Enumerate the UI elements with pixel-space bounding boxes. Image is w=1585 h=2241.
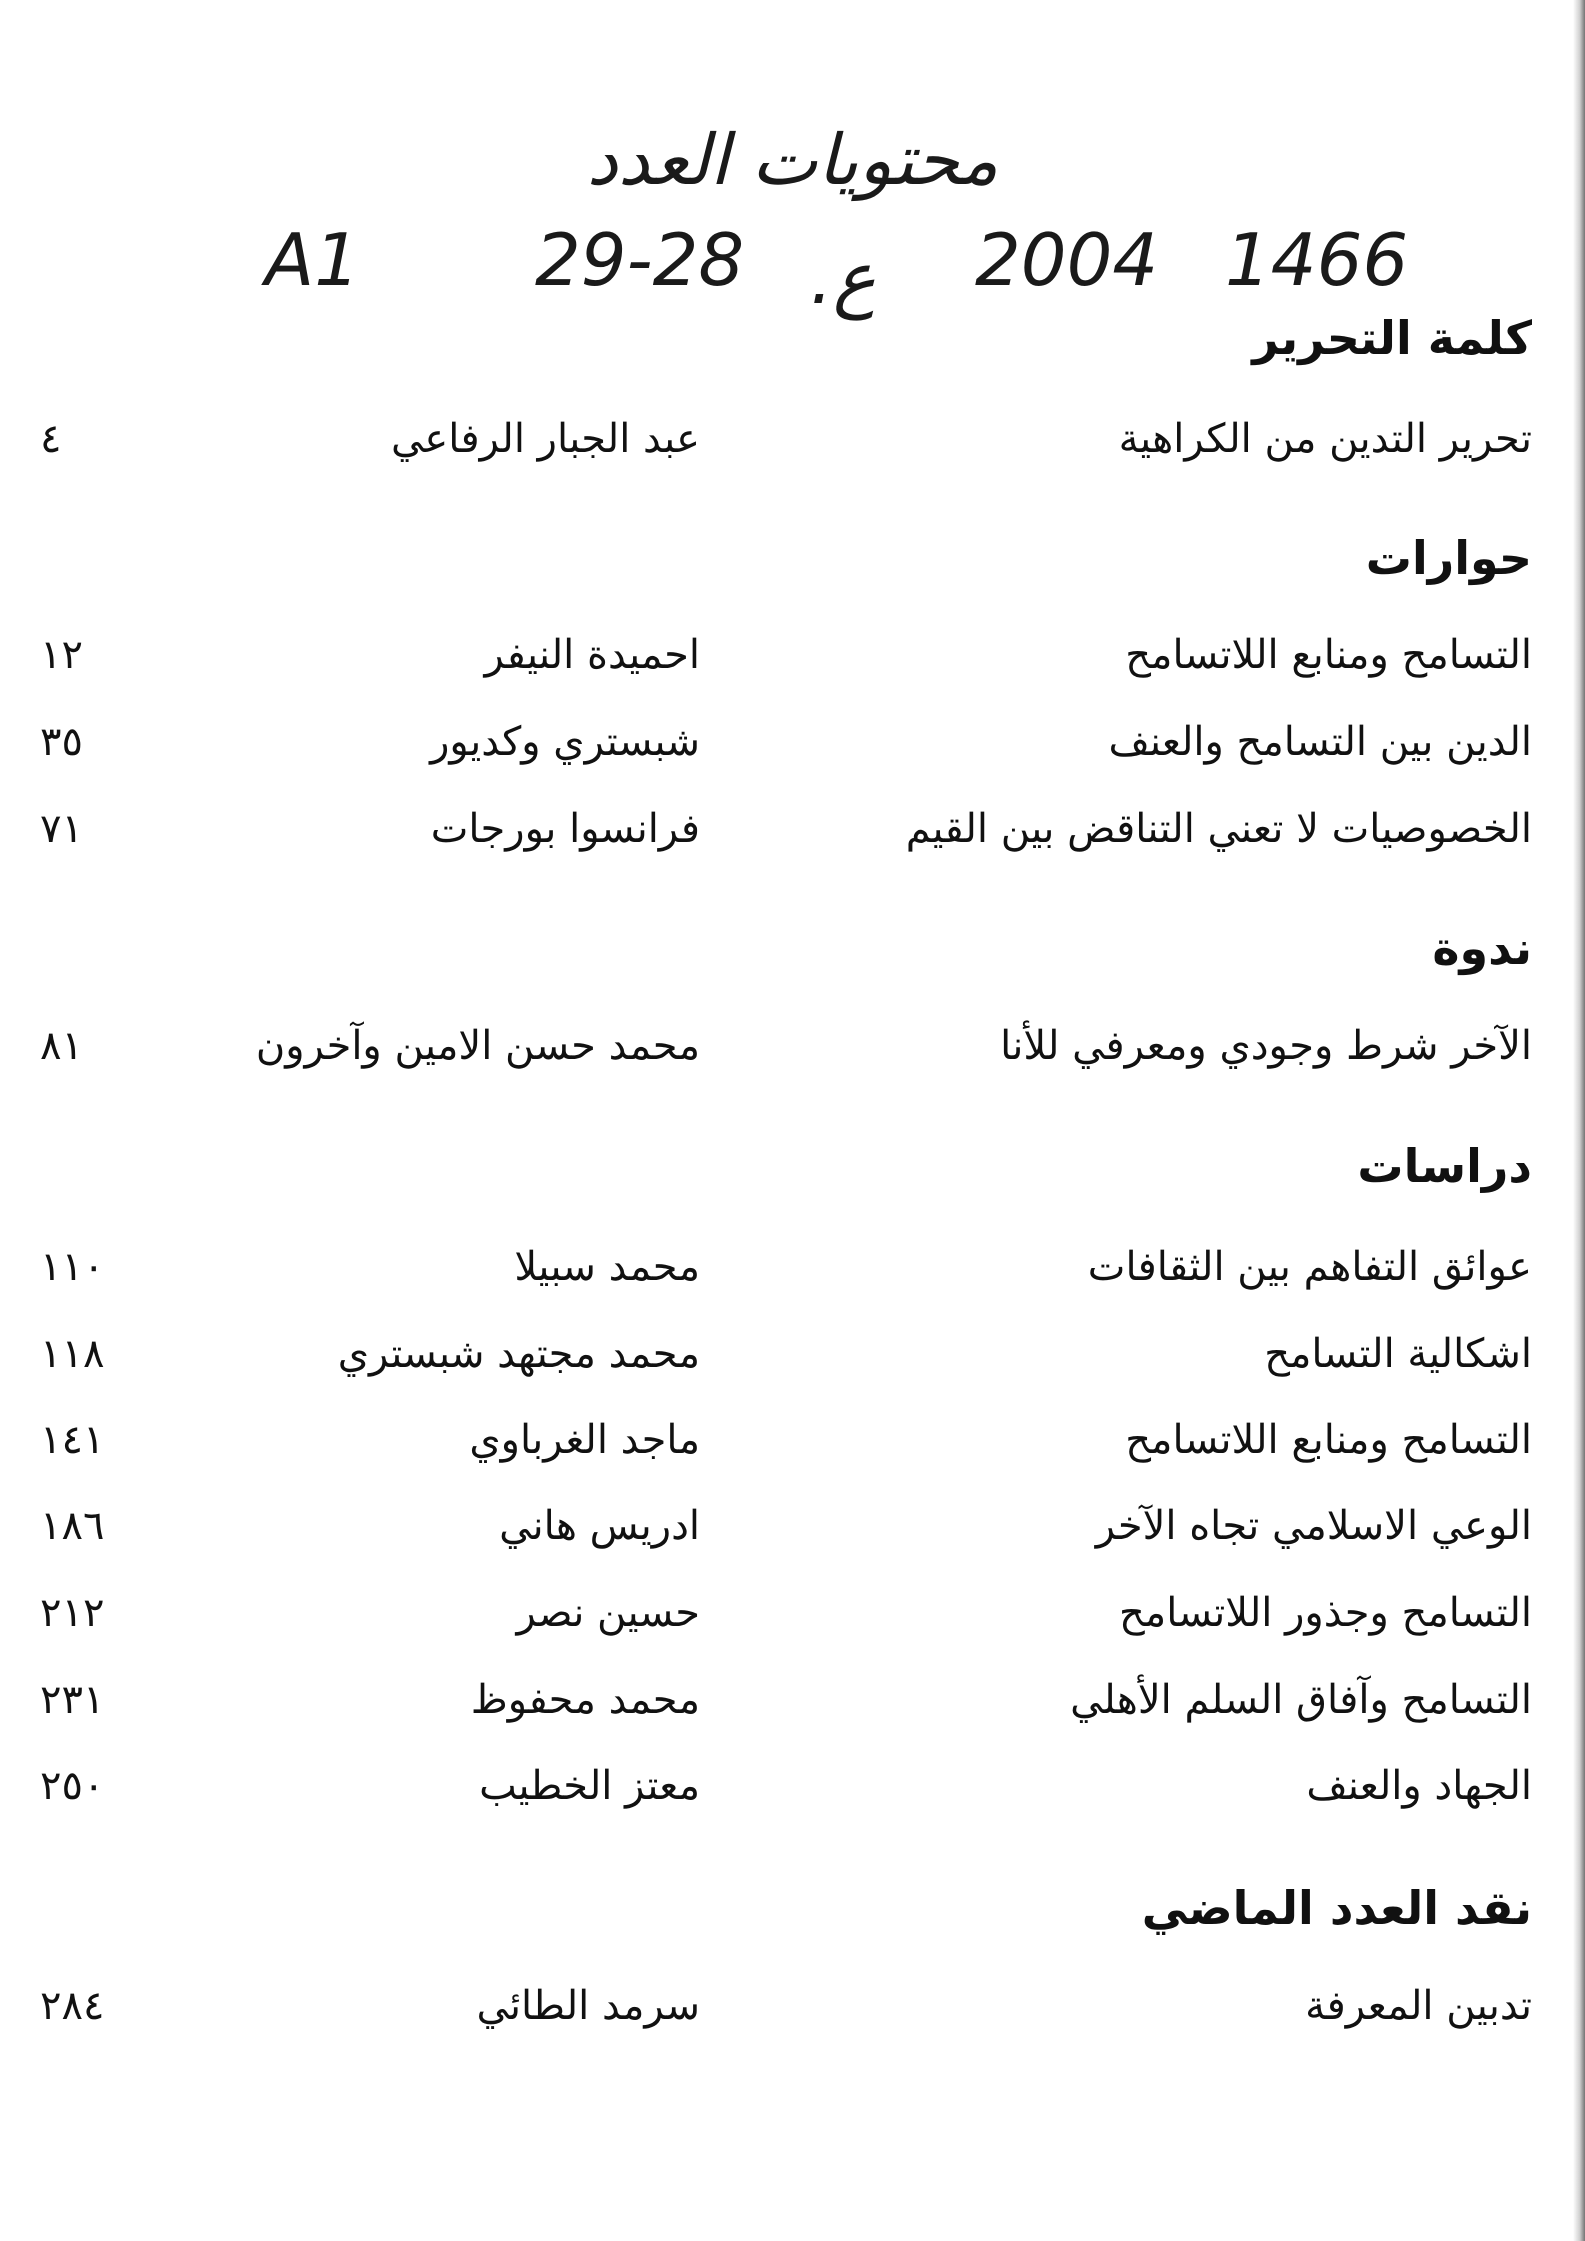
entry-page-number: ١٤١: [40, 1417, 105, 1463]
entry-page-number: ٨١: [40, 1023, 83, 1069]
entry-author: محمد حسن الامين وآخرون: [255, 1023, 700, 1069]
entry-author: شبستري وكديور: [430, 719, 700, 765]
toc-entry: [0, 1407, 1585, 1477]
entry-author: ماجد الغرباوي: [469, 1417, 700, 1463]
entry-title: التسامح ومنابع اللاتسامح: [1125, 632, 1532, 678]
section-heading-symposium: ندوة: [1432, 921, 1532, 975]
toc-entry: [0, 1493, 1585, 1563]
entry-page-number: ١٨٦: [40, 1503, 105, 1549]
handwritten-code-year: 2004: [975, 218, 1159, 302]
toc-entry: [0, 622, 1585, 692]
entry-author: محمد محفوظ: [470, 1677, 700, 1723]
entry-author: سرمد الطائي: [476, 1983, 700, 2029]
toc-entry: [0, 1580, 1585, 1650]
entry-page-number: ٢٥٠: [40, 1763, 105, 1809]
handwritten-code-pages: 29-28: [535, 218, 745, 302]
entry-author: ادريس هاني: [499, 1503, 700, 1549]
entry-author: فرانسوا بورجات: [430, 806, 700, 852]
entry-author: عبد الجبار الرفاعي: [391, 416, 700, 462]
entry-page-number: ٧١: [40, 806, 83, 852]
entry-title: التسامح وجذور اللاتسامح: [1118, 1590, 1532, 1636]
handwritten-code-number: 1466: [1225, 218, 1409, 302]
entry-page-number: ٢١٢: [40, 1590, 105, 1636]
handwritten-code-symbol: .ع: [810, 236, 876, 320]
section-heading-editorial: كلمة التحرير: [1252, 311, 1532, 365]
entry-title: الدين بين التسامح والعنف: [1108, 719, 1532, 765]
entry-title: تحرير التدين من الكراهية: [1118, 416, 1532, 462]
entry-title: اشكالية التسامح: [1264, 1331, 1532, 1377]
entry-title: الآخر شرط وجودي ومعرفي للأنا: [1000, 1023, 1532, 1069]
toc-entry: [0, 796, 1585, 866]
entry-page-number: ١١٨: [40, 1331, 105, 1377]
handwritten-title: محتويات العدد: [586, 119, 999, 201]
handwritten-code-a1: A1: [265, 218, 361, 302]
entry-author: حسين نصر: [516, 1590, 700, 1636]
entry-page-number: ٢٣١: [40, 1677, 105, 1723]
section-heading-previous-issue-critique: نقد العدد الماضي: [1141, 1881, 1532, 1935]
entry-page-number: ٢٨٤: [40, 1983, 105, 2029]
entry-author: معتز الخطيب: [479, 1763, 700, 1809]
section-heading-dialogues: حوارات: [1365, 531, 1532, 585]
entry-author: محمد سبيلا: [514, 1244, 700, 1290]
entry-title: تدبين المعرفة: [1305, 1983, 1532, 2029]
toc-entry: [0, 1973, 1585, 2043]
entry-page-number: ١٢: [40, 632, 83, 678]
section-heading-studies: دراسات: [1357, 1139, 1532, 1193]
entry-author: محمد مجتهد شبستري: [337, 1331, 700, 1377]
entry-author: احميدة النيفر: [484, 632, 700, 678]
toc-entry: [0, 1753, 1585, 1823]
entry-page-number: ٣٥: [40, 719, 83, 765]
entry-title: عوائق التفاهم بين الثقافات: [1087, 1244, 1532, 1290]
entry-title: الوعي الاسلامي تجاه الآخر: [1095, 1503, 1532, 1549]
toc-entry: [0, 406, 1585, 476]
toc-entry: [0, 1234, 1585, 1304]
entry-title: التسامح وآفاق السلم الأهلي: [1070, 1677, 1532, 1723]
entry-title: التسامح ومنابع اللاتسامح: [1125, 1417, 1532, 1463]
entry-page-number: ٤: [40, 416, 62, 462]
toc-entry: [0, 1667, 1585, 1737]
toc-entry: [0, 1321, 1585, 1391]
toc-entry: [0, 1013, 1585, 1083]
toc-entry: [0, 709, 1585, 779]
entry-title: الخصوصيات لا تعني التناقض بين القيم: [905, 806, 1532, 852]
entry-page-number: ١١٠: [40, 1244, 105, 1290]
entry-title: الجهاد والعنف: [1306, 1763, 1532, 1809]
